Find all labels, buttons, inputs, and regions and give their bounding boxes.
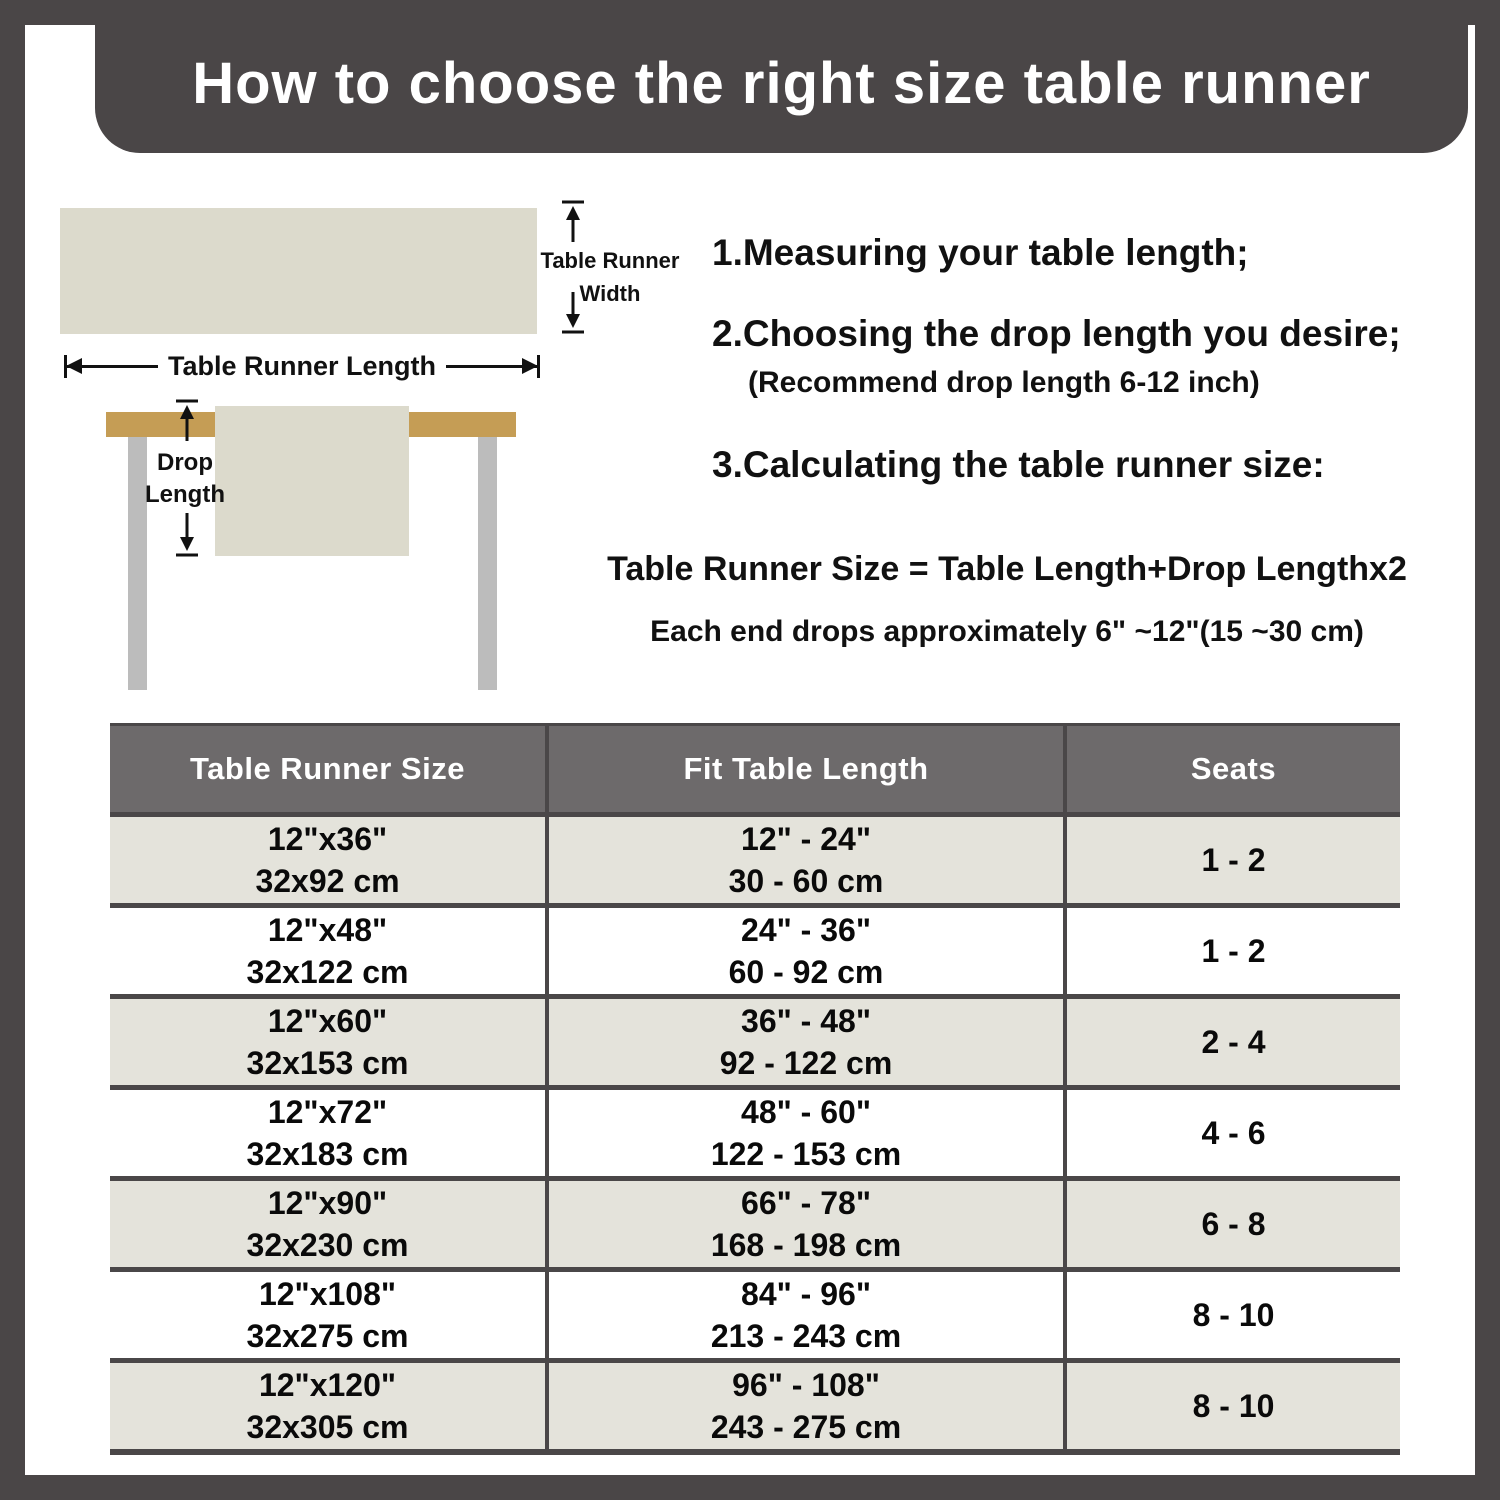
cell-runner-size: 12"x72" 32x183 cm bbox=[110, 1088, 547, 1179]
width-arrow-up-icon bbox=[558, 200, 588, 242]
drop-label-line1: Drop bbox=[157, 449, 213, 476]
width-label-line1: Table Runner bbox=[540, 248, 680, 273]
width-label-line2: Width bbox=[579, 281, 641, 306]
formula-note: Each end drops approximately 6" ~12"(15 ~30 cm) bbox=[650, 615, 1364, 648]
table-row bbox=[110, 906, 1400, 997]
page-title: How to choose the right size table runner bbox=[192, 51, 1371, 116]
cell-runner-size: 12"x60" 32x153 cm bbox=[110, 997, 547, 1088]
header-runner-size: Table Runner Size bbox=[110, 725, 547, 815]
cell-fit-length: 36" - 48" 92 - 122 cm bbox=[547, 997, 1065, 1088]
cell-fit-length: 24" - 36" 60 - 92 cm bbox=[547, 906, 1065, 997]
step-3: 3.Calculating the table runner size: bbox=[712, 444, 1325, 485]
length-label: Table Runner Length bbox=[168, 350, 436, 381]
cell-seats: 1 - 2 bbox=[1065, 906, 1400, 997]
table-row bbox=[110, 1361, 1400, 1453]
header-seats: Seats bbox=[1065, 725, 1400, 815]
header-fit-length: Fit Table Length bbox=[547, 725, 1065, 815]
formula-equation: Table Runner Size = Table Length+Drop Lengthx2 bbox=[607, 550, 1407, 588]
step-2-note: (Recommend drop length 6-12 inch) bbox=[748, 366, 1260, 399]
cell-runner-size: 12"x90" 32x230 cm bbox=[110, 1179, 547, 1270]
table-row bbox=[110, 815, 1400, 906]
drop-arrow-down-icon bbox=[172, 513, 202, 557]
drop-label-line2: Length bbox=[145, 481, 225, 508]
width-label bbox=[535, 244, 685, 310]
length-dimension bbox=[64, 350, 540, 382]
cell-seats: 4 - 6 bbox=[1065, 1088, 1400, 1179]
step-2: 2.Choosing the drop length you desire; bbox=[712, 313, 1401, 354]
length-arrow-right-icon bbox=[446, 365, 540, 368]
table-row bbox=[110, 1179, 1400, 1270]
size-table-header-row bbox=[110, 725, 1400, 815]
cell-fit-length: 84" - 96" 213 - 243 cm bbox=[547, 1270, 1065, 1361]
cell-fit-length: 66" - 78" 168 - 198 cm bbox=[547, 1179, 1065, 1270]
table-row bbox=[110, 1270, 1400, 1361]
drop-label bbox=[125, 447, 245, 511]
step-1: 1.Measuring your table length; bbox=[712, 232, 1249, 273]
cell-runner-size: 12"x48" 32x122 cm bbox=[110, 906, 547, 997]
cell-runner-size: 12"x108" 32x275 cm bbox=[110, 1270, 547, 1361]
cell-runner-size: 12"x120" 32x305 cm bbox=[110, 1361, 547, 1453]
length-arrow-left-icon bbox=[64, 365, 158, 368]
title-banner bbox=[95, 0, 1468, 153]
cell-seats: 8 - 10 bbox=[1065, 1361, 1400, 1453]
formula-block bbox=[557, 550, 1457, 649]
cell-fit-length: 96" - 108" 243 - 275 cm bbox=[547, 1361, 1065, 1453]
cell-seats: 1 - 2 bbox=[1065, 815, 1400, 906]
table-leg-right bbox=[478, 437, 497, 690]
cell-fit-length: 48" - 60" 122 - 153 cm bbox=[547, 1088, 1065, 1179]
table-row bbox=[110, 1088, 1400, 1179]
drop-arrow-up-icon bbox=[172, 399, 202, 441]
cell-seats: 2 - 4 bbox=[1065, 997, 1400, 1088]
size-table bbox=[110, 723, 1400, 1455]
runner-top-view bbox=[60, 208, 537, 334]
cell-seats: 6 - 8 bbox=[1065, 1179, 1400, 1270]
table-row bbox=[110, 997, 1400, 1088]
cell-runner-size: 12"x36" 32x92 cm bbox=[110, 815, 547, 906]
cell-seats: 8 - 10 bbox=[1065, 1270, 1400, 1361]
cell-fit-length: 12" - 24" 30 - 60 cm bbox=[547, 815, 1065, 906]
